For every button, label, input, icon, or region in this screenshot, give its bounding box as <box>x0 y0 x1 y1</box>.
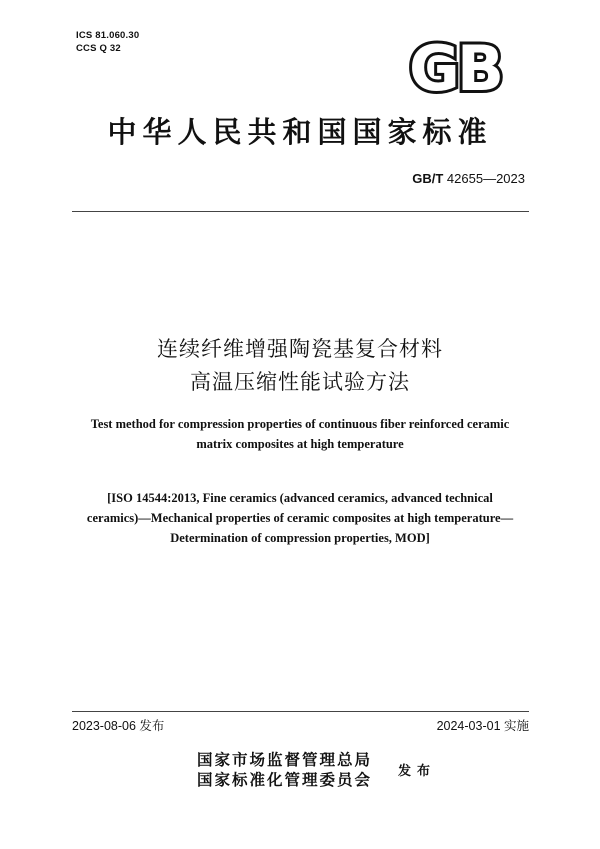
english-title-line-1: Test method for compression properties of continuous fiber reinforced ceramic <box>90 417 510 431</box>
chinese-title-line-1: 连续纤维增强陶瓷基复合材料 <box>157 337 443 361</box>
publisher-line-1: 国家市场监督管理总局 <box>197 751 373 769</box>
iso-reference <box>55 488 545 548</box>
issue-date: 2023-08-06 发布 <box>72 719 165 733</box>
iso-reference-line-2: ceramics)—Mechanical properties of ceramic composites at high temperature— <box>86 511 514 525</box>
standard-number-prefix: GB/T <box>412 171 444 186</box>
gb-logo-text: GB <box>409 36 502 96</box>
gb-logo-icon <box>405 36 525 96</box>
standard-category-heading: 中华人民共和国国家标准 <box>107 115 493 149</box>
publishing-authorities <box>197 750 372 790</box>
implementation-date: 2024-03-01 实施 <box>436 719 529 733</box>
english-title <box>60 414 540 454</box>
iso-reference-line-1: [ISO 14544:2013, Fine ceramics (advanced ceramics, advanced technical <box>107 491 493 505</box>
standard-number <box>412 171 525 186</box>
standard-number-value: 42655—2023 <box>443 171 525 186</box>
publisher-line-2: 国家标准化管理委员会 <box>197 771 373 789</box>
classification-codes <box>76 29 139 55</box>
bottom-divider <box>72 711 529 712</box>
iso-reference-line-3: Determination of compression properties, MOD] <box>170 531 430 545</box>
ics-code: ICS 81.060.30 <box>76 30 140 41</box>
top-divider <box>72 211 529 212</box>
publish-label: 发布 <box>398 764 437 779</box>
chinese-title <box>0 333 600 399</box>
ccs-code: CCS Q 32 <box>76 43 121 54</box>
english-title-line-2: matrix composites at high temperature <box>196 437 404 451</box>
chinese-title-line-2: 高温压缩性能试验方法 <box>190 370 410 394</box>
